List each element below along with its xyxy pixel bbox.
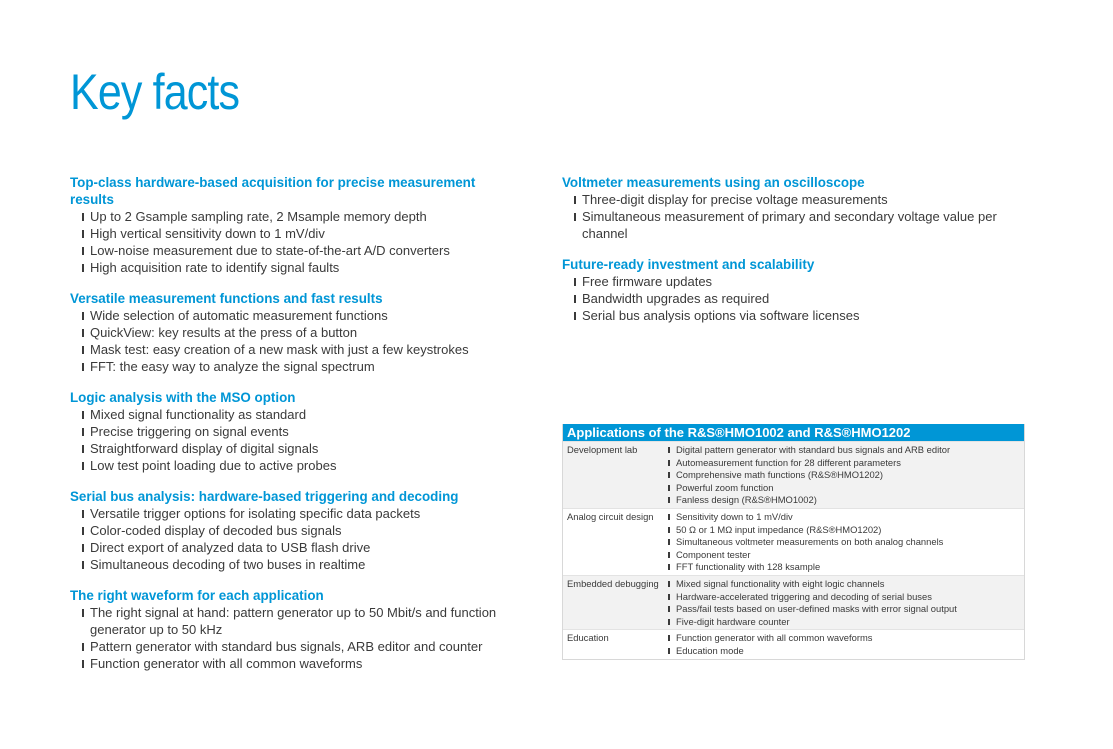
bullet-item: [82, 225, 520, 242]
bullet-text: High vertical sensitivity down to 1 mV/div: [90, 226, 325, 241]
table-row: [563, 575, 1024, 629]
feature-item: [668, 494, 1024, 507]
bullet-item: [574, 208, 1024, 242]
bullet-item: [82, 358, 520, 375]
bullet-mark: [668, 594, 670, 600]
bullet-mark: [574, 278, 576, 286]
fact-section: [70, 174, 520, 276]
feature-text: Hardware-accelerated triggering and decoding of serial buses: [676, 590, 932, 602]
feature-item: [668, 616, 1024, 629]
row-feature-list: [668, 632, 1024, 657]
bullet-text: FFT: the easy way to analyze the signal spectrum: [90, 359, 375, 374]
bullet-text: Mixed signal functionality as standard: [90, 407, 307, 422]
bullet-mark: [82, 363, 84, 371]
bullet-mark: [668, 581, 670, 587]
bullet-mark: [668, 619, 670, 625]
bullet-mark: [668, 460, 670, 466]
row-category: Education: [567, 632, 609, 644]
bullet-mark: [82, 247, 84, 255]
feature-item: [668, 632, 1024, 645]
bullet-list: [562, 273, 1024, 324]
feature-item: [668, 549, 1024, 562]
row-category: Analog circuit design: [567, 510, 654, 522]
bullet-list: [70, 406, 520, 474]
feature-text: Component tester: [676, 548, 751, 560]
feature-item: [668, 561, 1024, 574]
bullet-mark: [82, 544, 84, 552]
bullet-item: [82, 406, 520, 423]
bullet-mark: [82, 329, 84, 337]
section-heading: Serial bus analysis: hardware-based triggering and decoding: [70, 489, 459, 504]
bullet-mark: [668, 527, 670, 533]
fact-section: [70, 587, 520, 672]
bullet-mark: [82, 312, 84, 320]
feature-text: Digital pattern generator with standard bus signals and ARB editor: [676, 444, 951, 455]
bullet-item: [82, 505, 520, 522]
section-heading: Logic analysis with the MSO option: [70, 390, 296, 405]
bullet-mark: [668, 472, 670, 478]
feature-item: [668, 444, 1024, 457]
bullet-mark: [668, 606, 670, 612]
feature-text: Powerful zoom function: [676, 481, 774, 493]
bullet-text: Mask test: easy creation of a new mask with just a few keystrokes: [90, 342, 469, 357]
section-heading: Versatile measurement functions and fast results: [70, 291, 383, 306]
bullet-text: Three-digit display for precise voltage measurements: [582, 192, 888, 207]
feature-text: Education mode: [676, 644, 744, 656]
bullet-text: Function generator with all common waveforms: [90, 656, 363, 671]
bullet-text: Precise triggering on signal events: [90, 424, 289, 439]
section-heading: Voltmeter measurements using an oscilloscope: [562, 175, 865, 190]
bullet-item: [82, 539, 520, 556]
bullet-item: [82, 341, 520, 358]
bullet-mark: [82, 445, 84, 453]
bullet-item: [82, 440, 520, 457]
bullet-item: [82, 522, 520, 539]
bullet-mark: [82, 428, 84, 436]
feature-text: Five-digit hardware counter: [676, 615, 790, 627]
bullet-mark: [82, 609, 84, 617]
row-category: Embedded debugging: [567, 577, 659, 589]
left-column: [70, 174, 520, 686]
bullet-mark: [668, 514, 670, 520]
fact-section: [70, 290, 520, 375]
feature-item: [668, 536, 1024, 549]
row-feature-list: [668, 444, 1024, 507]
feature-text: Pass/fail tests based on user-defined masks with error signal output: [676, 603, 957, 615]
bullet-item: [574, 307, 1024, 324]
bullet-item: [574, 191, 1024, 208]
bullet-text: Serial bus analysis options via software licenses: [582, 308, 860, 323]
bullet-item: [574, 273, 1024, 290]
row-category: Development lab: [567, 444, 638, 455]
row-feature-list: [668, 578, 1024, 628]
bullet-mark: [82, 264, 84, 272]
bullet-list: [70, 604, 520, 672]
fact-section: [562, 256, 1024, 324]
bullet-mark: [668, 564, 670, 570]
bullet-item: [82, 638, 520, 655]
feature-item: [668, 524, 1024, 537]
bullet-text: The right signal at hand: pattern generator up to 50 Mbit/s and function generator up to 50 kHz: [90, 605, 497, 637]
row-feature-list: [668, 511, 1024, 574]
bullet-mark: [82, 643, 84, 651]
bullet-mark: [668, 539, 670, 545]
applications-table-header: Applications of the R&S®HMO1002 and R&S®HMO1202: [563, 424, 1024, 441]
bullet-item: [82, 457, 520, 474]
bullet-item: [82, 655, 520, 672]
page-title: Key facts: [70, 64, 240, 120]
bullet-item: [82, 423, 520, 440]
bullet-text: Pattern generator with standard bus signals, ARB editor and counter: [90, 639, 483, 654]
table-row: [563, 441, 1024, 508]
bullet-text: Straightforward display of digital signals: [90, 441, 319, 456]
bullet-text: Direct export of analyzed data to USB flash drive: [90, 540, 371, 555]
feature-item: [668, 511, 1024, 524]
bullet-text: Low test point loading due to active probes: [90, 458, 337, 473]
feature-text: Automeasurement function for 28 different parameters: [676, 456, 901, 468]
feature-text: Sensitivity down to 1 mV/div: [676, 510, 793, 522]
feature-item: [668, 591, 1024, 604]
feature-text: FFT functionality with 128 ksample: [676, 561, 821, 573]
bullet-text: QuickView: key results at the press of a button: [90, 325, 358, 340]
feature-item: [668, 469, 1024, 482]
bullet-item: [82, 307, 520, 324]
bullet-mark: [668, 497, 670, 503]
applications-table-body: [563, 441, 1024, 659]
fact-section: [70, 389, 520, 474]
feature-item: [668, 457, 1024, 470]
bullet-item: [82, 208, 520, 225]
bullet-mark: [82, 213, 84, 221]
bullet-mark: [574, 312, 576, 320]
feature-item: [668, 603, 1024, 616]
feature-text: Comprehensive math functions (R&S®HMO1202): [676, 469, 883, 481]
bullet-mark: [82, 462, 84, 470]
applications-table: [562, 424, 1025, 660]
feature-item: [668, 578, 1024, 591]
bullet-mark: [668, 648, 670, 654]
bullet-mark: [82, 527, 84, 535]
bullet-text: Simultaneous decoding of two buses in realtime: [90, 557, 366, 572]
feature-text: Mixed signal functionality with eight logic channels: [676, 577, 885, 589]
bullet-item: [82, 556, 520, 573]
bullet-text: Wide selection of automatic measurement functions: [90, 308, 388, 323]
bullet-item: [574, 290, 1024, 307]
bullet-mark: [82, 561, 84, 569]
bullet-item: [82, 242, 520, 259]
feature-item: [668, 645, 1024, 658]
table-row: [563, 508, 1024, 575]
bullet-mark: [82, 346, 84, 354]
bullet-mark: [668, 635, 670, 641]
bullet-list: [70, 208, 520, 276]
bullet-text: Free firmware updates: [582, 274, 713, 289]
bullet-list: [70, 307, 520, 375]
right-column: [562, 174, 1024, 338]
bullet-mark: [668, 447, 670, 453]
bullet-item: [82, 259, 520, 276]
fact-section: [562, 174, 1024, 242]
bullet-item: [82, 604, 520, 638]
bullet-text: High acquisition rate to identify signal faults: [90, 260, 340, 275]
section-heading: Top-class hardware-based acquisition for precise measurement results: [70, 175, 476, 207]
feature-text: Fanless design (R&S®HMO1002): [676, 494, 817, 506]
bullet-mark: [574, 213, 576, 221]
feature-item: [668, 482, 1024, 495]
bullet-text: Versatile trigger options for isolating specific data packets: [90, 506, 421, 521]
bullet-list: [562, 191, 1024, 242]
bullet-item: [82, 324, 520, 341]
bullet-text: Simultaneous measurement of primary and secondary voltage value per channel: [582, 209, 997, 241]
section-heading: Future-ready investment and scalability: [562, 257, 815, 272]
bullet-mark: [82, 510, 84, 518]
bullet-mark: [82, 660, 84, 668]
table-row: [563, 629, 1024, 658]
section-heading: The right waveform for each application: [70, 588, 324, 603]
bullet-mark: [574, 295, 576, 303]
bullet-mark: [668, 485, 670, 491]
bullet-mark: [82, 411, 84, 419]
bullet-text: Low-noise measurement due to state-of-the-art A/D converters: [90, 243, 450, 258]
bullet-text: Bandwidth upgrades as required: [582, 291, 770, 306]
bullet-text: Color-coded display of decoded bus signals: [90, 523, 342, 538]
fact-section: [70, 488, 520, 573]
feature-text: 50 Ω or 1 MΩ input impedance (R&S®HMO1202): [676, 523, 882, 535]
bullet-list: [70, 505, 520, 573]
feature-text: Function generator with all common waveforms: [676, 632, 873, 644]
bullet-text: Up to 2 Gsample sampling rate, 2 Msample memory depth: [90, 209, 427, 224]
bullet-mark: [574, 196, 576, 204]
feature-text: Simultaneous voltmeter measurements on both analog channels: [676, 536, 944, 548]
bullet-mark: [82, 230, 84, 238]
bullet-mark: [668, 552, 670, 558]
